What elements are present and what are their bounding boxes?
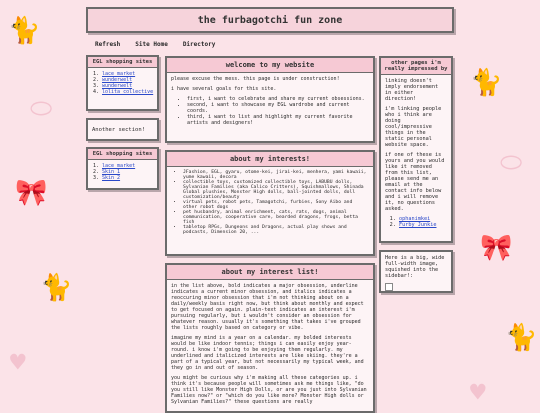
friend-link[interactable]: ophanimkei [399, 216, 431, 222]
sidebar-text: Here is a big, wide full-width image, squished into the sidebar!: [385, 255, 445, 279]
cat-icon: 🐈 [40, 273, 73, 303]
list-text: imagine my mind is a year on a calendar. my bolded interests would be like indoor tennis; things i can easily enjoy year-round. i know i'm going to be enjoying them regularly. my underlined and italicized interests are like skiing. they're a part of a typical year, but not necessarily my typical week, and they go in and out of season. [171, 335, 364, 371]
image-note-box [379, 250, 453, 293]
bow-icon: 🎀 [15, 178, 48, 208]
site-title [86, 7, 454, 33]
friend-link[interactable]: Furby Junkie [399, 222, 437, 228]
shop-link[interactable]: Skin 1 [102, 169, 121, 175]
other-pages-box [379, 56, 453, 243]
bow-icon: 🎀 [480, 233, 513, 263]
heart-icon: ♥ [470, 378, 486, 408]
list-text: in the list above, bold indicates a major obsession, underline indicates a current minor obsession, and italics indicates a reoccuring minor obsession that i'm not thinking about on a daily/weekly basis right now, but think about monthly and expect to get focused on again. plain-text indicates an interest i'm pursuing regularly, but i wouldn't consider an obsession for whatever reason. usually it's something that takes i've grouped the lists roughly based on category or vibe. [171, 283, 364, 331]
shop-link[interactable]: lace market [102, 71, 136, 77]
box-header: other pages i'm really impressed by [381, 58, 451, 75]
sidebar-text: i'm linking people who i think are doing cool/impressive things in the static personal website space. [385, 106, 442, 148]
list-text: you might be curious why i'm making all these categories up. i think it's because people will sometimes ask me things like, "do you still like Monster High Dolls, or are you just into Sylvanian Families now?" or "which do you like more? Monster High dolls or Sylvanian Families?" these questions are really [171, 375, 367, 405]
interest-item: • virtual pets, robot pets, Tamagotchi, furbies, Sony Aibo and other robot dogs [183, 200, 369, 210]
interest-item: • collectible toys, customized collectible toys, LABUBU dolls, Sylvanian Families (aka Calico Critters), Squishmallows, Shinada Global plushies, Monster High dolls, ball-jointed dolls, doll customization/beauty [183, 180, 369, 200]
tamagotchi-icon: ⬭ [30, 94, 53, 124]
tamagotchi-icon: ⬭ [500, 148, 523, 178]
top-nav [95, 41, 215, 48]
cat-icon: 🐈 [505, 323, 538, 353]
cat-icon: 🐈 [8, 16, 41, 46]
nav-refresh[interactable]: Refresh [95, 41, 121, 48]
page-title: the furbagotchi fun zone [197, 14, 343, 26]
egl-shopping-box [86, 55, 159, 111]
shop-link[interactable]: Skin 2 [102, 175, 121, 181]
interest-list-box [165, 263, 375, 413]
nav-site-home[interactable]: Site Home [135, 41, 168, 48]
goal-item: • first, i want to celebrate and share my current obsessions. [187, 96, 369, 102]
cat-icon: 🐈 [470, 68, 503, 98]
goal-item: • third, i want to list and highlight my current favorite artists and designers! [187, 114, 369, 126]
interest-item: • JFashion, EGL, gyaru, otome-kei, jirai-kei, menhera, yami kawaii, yume kawaii, decora [183, 170, 369, 180]
shop-link[interactable]: wunderwelt [102, 83, 133, 89]
box-header: EGL shopping sites [88, 57, 157, 68]
broken-image-icon [385, 283, 393, 291]
interests-box [165, 150, 375, 256]
shop-link[interactable]: lace market [102, 163, 136, 169]
box-header: welcome to my website [167, 58, 373, 73]
goal-item: • second, i want to showcase my EGL wardrobe and current coords. [187, 102, 369, 114]
nav-directory[interactable]: Directory [182, 41, 216, 48]
egl-shopping-box-2 [86, 147, 159, 190]
interest-item: • tabletop RPGs, Dungeons and Dragons, actual play shows and podcasts, Dimension 20, ... [183, 225, 369, 235]
box-header: about my interest list! [167, 265, 373, 280]
sidebar-text: if one of these is yours and you would like it removed from this list, please send me an email at the contact info below and i will remove it, no questions asked. [385, 152, 445, 212]
welcome-box [165, 56, 375, 143]
box-header: EGL shopping sites [88, 149, 157, 160]
interest-item: • pet husbandry, animal enrichment, cats, rats, dogs, animal communication, cooperative care, bearded dragons, frogs, betta fish [183, 210, 369, 225]
box-header: about my interests! [167, 152, 373, 167]
another-section-text: Another section! [92, 127, 145, 133]
welcome-text: i have several goals for this site. [171, 86, 277, 92]
welcome-text: please excuse the mess. this page is under construction! [171, 76, 340, 82]
heart-icon: ♥ [10, 348, 26, 378]
sidebar-text: linking doesn't imply endorsement in either direction! [385, 78, 439, 102]
shop-link[interactable]: wunderwelt [102, 77, 133, 83]
shop-link[interactable]: lolita collective [102, 89, 154, 95]
another-section-box [86, 118, 159, 141]
